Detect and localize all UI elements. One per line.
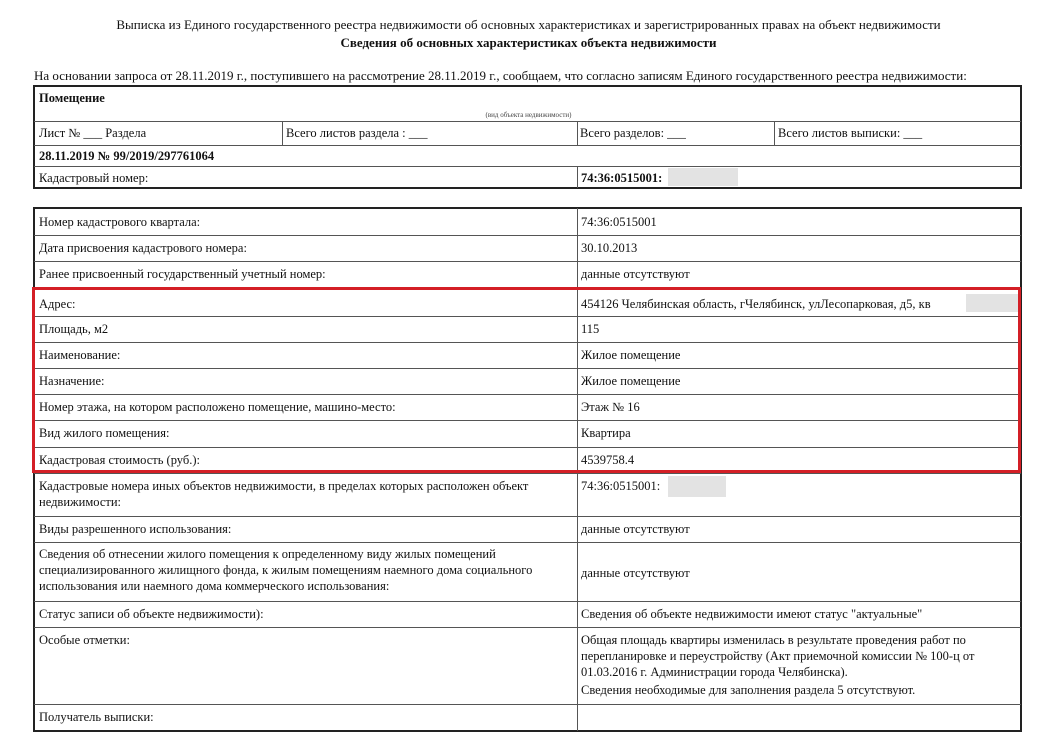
- floor-label: Номер этажа, на котором расположено помещение, машино-место:: [39, 400, 396, 414]
- special-notes-value-2: Сведения необходимые для заполнения раздела 5 отсутствуют.: [581, 683, 916, 697]
- total-sections: Всего разделов: ___: [580, 126, 686, 140]
- cadastral-cost-value: 4539758.4: [581, 453, 635, 467]
- floor-value: Этаж № 16: [581, 400, 640, 414]
- row-label: Кадастровые номера иных объектов недвижимости, в пределах которых расположен объект недвижимости:: [39, 479, 529, 509]
- row-value: данные отсутствуют: [581, 522, 690, 536]
- row-value: данные отсутствуют: [581, 267, 690, 281]
- total-sheets-section: Всего листов раздела : ___: [286, 126, 428, 140]
- object-type: Помещение: [39, 91, 105, 105]
- special-notes-value: Общая площадь квартиры изменилась в результате проведения работ по перепланировке и переустройству (Акт приемочной комиссии № 100-ц от 01.03.2016 г. Администрации города Челябинска).: [581, 633, 975, 679]
- intro-text: На основании запроса от 28.11.2019 г., поступившего на рассмотрение 28.11.2019 г., сообщаем, что согласно записям Единого государственного реестра недвижимости:: [34, 68, 967, 83]
- row-label: Виды разрешенного использования:: [39, 522, 232, 536]
- cadastral-number-value: 74:36:0515001:: [581, 171, 663, 185]
- cadastral-cost-label: Кадастровая стоимость (руб.):: [39, 453, 200, 467]
- row-value: данные отсутствуют: [581, 566, 690, 580]
- premises-type-value: Квартира: [581, 426, 631, 440]
- cadastral-number-label: Кадастровый номер:: [39, 171, 149, 185]
- highlight-frame: [32, 287, 1021, 473]
- special-notes-label: Особые отметки:: [39, 633, 130, 647]
- recipient-label: Получатель выписки:: [39, 710, 154, 724]
- row-label: Сведения об отнесении жилого помещения к определенному виду жилых помещений специализированного жилищного фонда, к жилым помещениям наемного дома социального использования или наемного дома коммерческого использования:: [39, 547, 533, 593]
- premises-type-label: Вид жилого помещения:: [39, 426, 170, 440]
- sheet-number: Лист № ___ Раздела: [39, 126, 147, 140]
- row-value: Сведения об объекте недвижимости имеют статус "актуальные": [581, 607, 923, 621]
- total-sheets-extract: Всего листов выписки: ___: [778, 126, 923, 140]
- row-value: 74:36:0515001: [581, 215, 657, 229]
- name-label: Наименование:: [39, 348, 121, 362]
- area-value: 115: [581, 322, 600, 336]
- row-label: Статус записи об объекте недвижимости):: [39, 607, 264, 621]
- row-label: Дата присвоения кадастрового номера:: [39, 241, 247, 255]
- object-type-caption: (вид объекта недвижимости): [485, 111, 572, 119]
- document-header-title: Выписка из Единого государственного реестра недвижимости об основных характеристиках и зарегистрированных правах на объект недвижимости: [116, 17, 941, 32]
- row-label: Номер кадастрового квартала:: [39, 215, 201, 229]
- redacted-area: [668, 168, 738, 186]
- extract-date-number: 28.11.2019 № 99/2019/297761064: [39, 149, 215, 163]
- document-header-subtitle: Сведения об основных характеристиках объекта недвижимости: [340, 35, 717, 50]
- purpose-label: Назначение:: [39, 374, 105, 388]
- area-label: Площадь, м2: [39, 322, 109, 336]
- address-value: 454126 Челябинская область, гЧелябинск, улЛесопарковая, д5, кв: [581, 297, 931, 311]
- address-label: Адрес:: [39, 297, 76, 311]
- redacted-area: [668, 476, 726, 497]
- row-value: 30.10.2013: [581, 241, 638, 255]
- purpose-value: Жилое помещение: [581, 374, 681, 388]
- row-label: Ранее присвоенный государственный учетный номер:: [39, 267, 326, 281]
- name-value: Жилое помещение: [581, 348, 681, 362]
- row-value: 74:36:0515001:: [581, 479, 661, 493]
